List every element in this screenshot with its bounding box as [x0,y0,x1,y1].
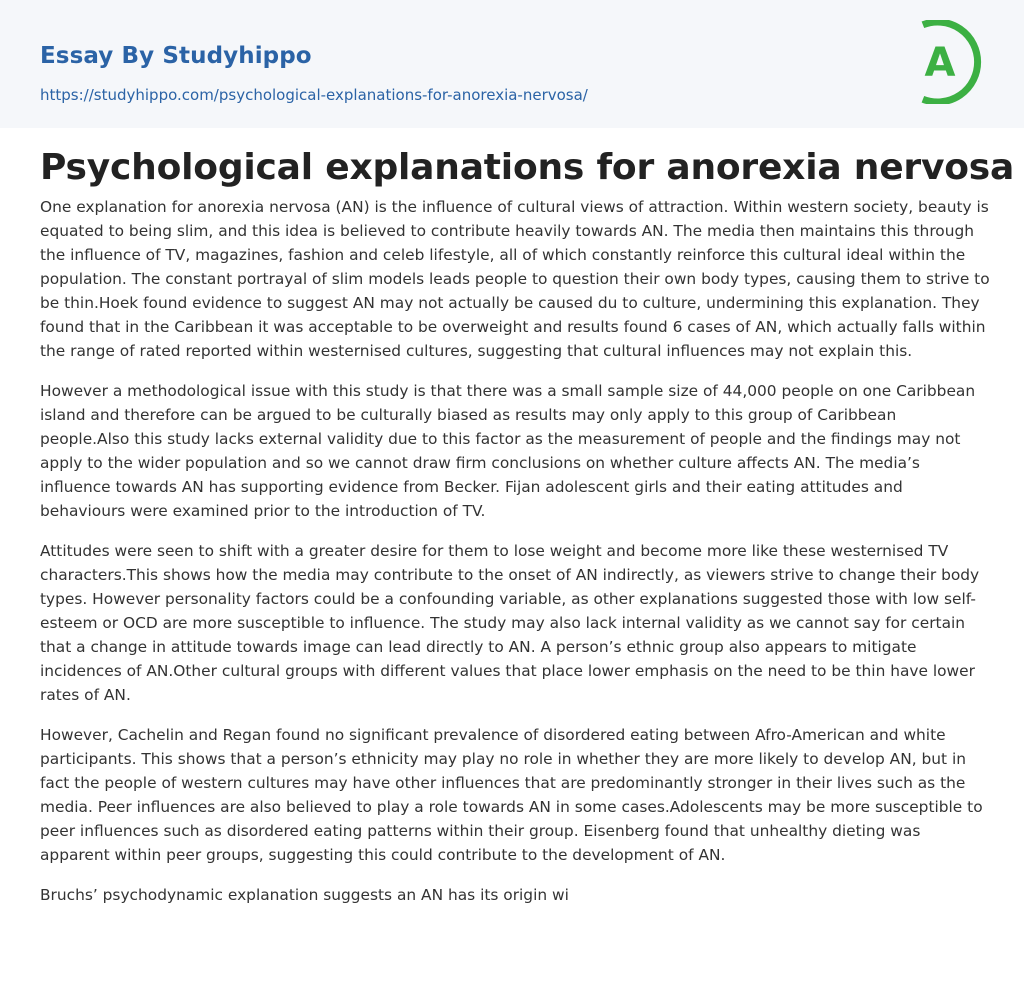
studyhippo-logo[interactable] [912,20,986,104]
page-title: Psychological explanations for anorexia nervosa [40,147,1015,188]
essay-body [40,195,990,923]
essay-paragraph-3: Attitudes were seen to shift with a greater desire for them to lose weight and become more like these westernised TV characters.This shows how the media may contribute to the onset of AN indirectly, as viewers strive to change their body types. However personality factors could be a confounding variable, as other explanations suggested those with low self-esteem or OCD are more susceptible to influence. The study may also lack internal validity as we cannot say for certain that a change in attitude towards image can lead directly to AN. A person’s ethnic group also appears to mitigate incidences of AN.Other cultural groups with different values that place lower emphasis on the need to be thin have lower rates of AN. [40,542,980,704]
site-header [0,0,1024,128]
essay-paragraph-4: However, Cachelin and Regan found no significant prevalence of disordered eating between Afro-American and white participants. This shows that a person’s ethnicity may play no role in whether they are more likely to develop AN, but in fact the people of western cultures may have other influences that are predominantly stronger in their lives such as the media. Peer influences are also believed to play a role towards AN in some cases.Adolescents may be more susceptible to peer influences such as disordered eating patterns within their group. Eisenberg found that unhealthy dieting was apparent within peer groups, suggesting this could contribute to the development of AN. [40,726,983,864]
source-url-link[interactable]: https://studyhippo.com/psychological-explanations-for-anorexia-nervosa/ [40,86,588,104]
site-title[interactable]: Essay By Studyhippo [40,43,312,69]
essay-paragraph-5: Bruchs’ psychodynamic explanation suggests an AN has its origin wi [40,886,569,904]
essay-paragraph-1: One explanation for anorexia nervosa (AN) is the influence of cultural views of attraction. Within western society, beauty is equated to being slim, and this idea is believed to contribute heavily towards AN. The media then maintains this through the influence of TV, magazines, fashion and celeb lifestyle, all of which constantly reinforce this cultural ideal within the population. The constant portrayal of slim models leads people to question their own body types, causing them to strive to be thin.Hoek found evidence to suggest AN may not actually be caused du to culture, undermining this explanation. They found that in the Caribbean it was acceptable to be overweight and results found 6 cases of AN, which actually falls within the range of rated reported within westernised cultures, suggesting that cultural influences may not explain this. [40,198,990,360]
logo-letter: A [924,40,956,86]
essay-paragraph-2: However a methodological issue with this study is that there was a small sample size of 44,000 people on one Caribbean island and therefore can be argued to be culturally biased as results may only apply to this group of Caribbean people.Also this study lacks external validity due to this factor as the measurement of people and the findings may not apply to the wider population and so we cannot draw firm conclusions on whether culture affects AN. The media’s influence towards AN has supporting evidence from Becker. Fijan adolescent girls and their eating attitudes and behaviours were examined prior to the introduction of TV. [40,382,976,520]
logo-icon [912,20,986,104]
